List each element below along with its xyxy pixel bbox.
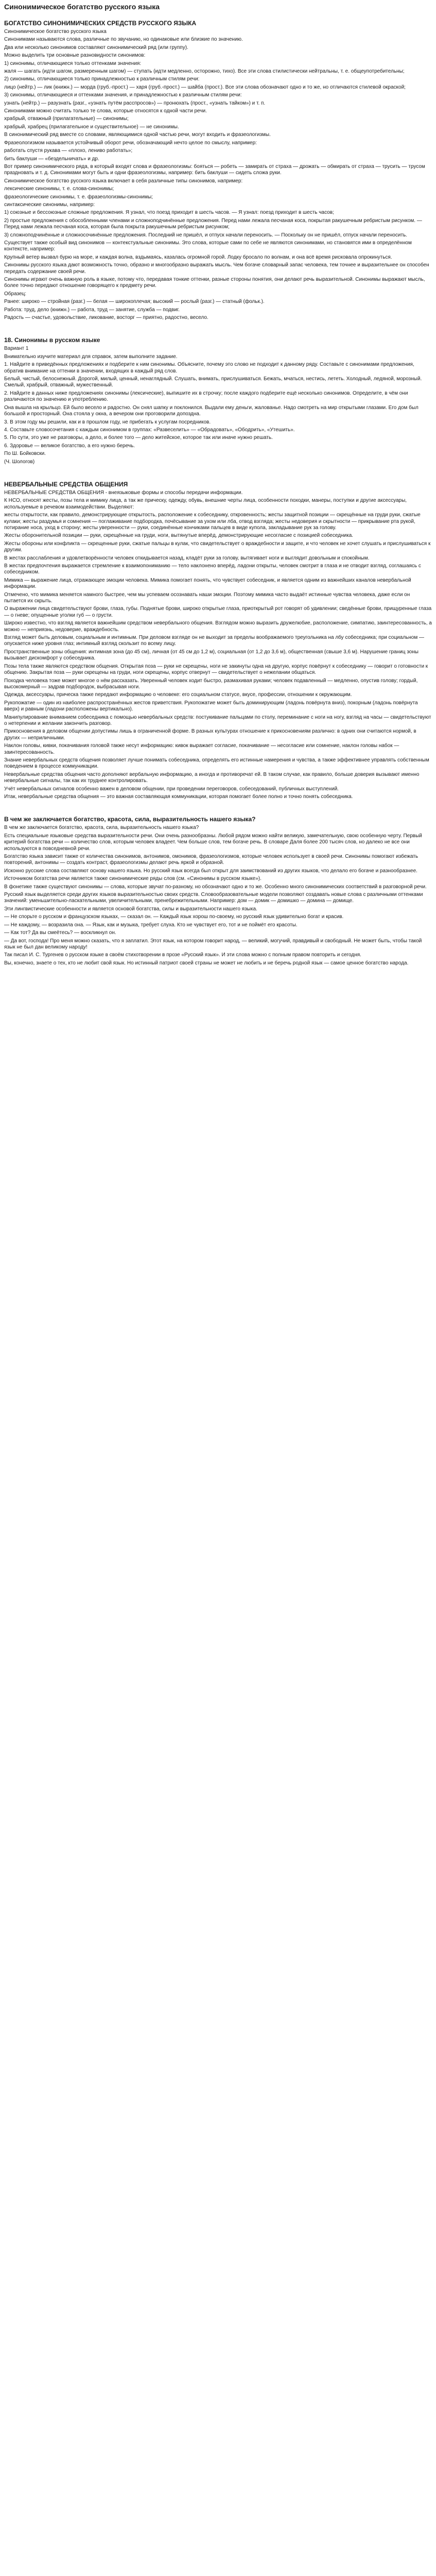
paragraph: 1) союзные и бессоюзные сложные предложения. Я узнал, что поезд приходит в шесть часов. — Я узнал: поезд приходит в шесть часов; bbox=[4, 210, 334, 216]
section-synonyms-exercise bbox=[4, 336, 432, 465]
paragraph: — Как тот? Да вы смеётесь? — воскликнул он. bbox=[4, 930, 116, 936]
paragraph: Наклон головы, кивки, покачивания головой также несут информацию: кивок выражает согласие, покачивание — несогласие или сомнение, наклон головы набок — заинтересованность. bbox=[4, 743, 399, 755]
section-body bbox=[4, 490, 432, 800]
paragraph: Рукопожатие — один из наиболее распространённых жестов приветствия. Рукопожатие может быть доминирующим (ладонь повёрнута вниз), покорным (ладонь повёрнута вверх) и равным (ладони расположены вертикально). bbox=[4, 700, 418, 713]
paragraph: Крупный ветер вызвал бурю на море, и каждая волна, вздымаясь, казалась огромной горой. Лодку бросало по волнам, и она всё время рисковала опрокинуться. bbox=[4, 254, 392, 260]
paragraph: Она вышла на крыльцо. Ей было весело и радостно. Он снял шапку и поклонился. Выдали ему деньги, жалованье. Надо смотреть на мир открытыми глазами. Его дом был большой и просторный. Она стояла у окна, а вечером они проговорили допоздна. bbox=[4, 404, 418, 417]
paragraph: — Не каждому, — возразила она. — Язык, как и музыка, требует слуха. Кто не чувствует его, тот и не поймёт его красоты. bbox=[4, 922, 298, 928]
paragraph: бить баклуши — «бездельничать» и др. bbox=[4, 156, 99, 162]
paragraph: Два или несколько синонимов составляют синонимический ряд (или группу). bbox=[4, 44, 188, 50]
paragraph: Существует также особый вид синонимов — контекстуальные синонимы. Это слова, которые сами по себе не являются синонимами, но становятся ими в определённом контексте, например: bbox=[4, 240, 412, 252]
paragraph: — Не спорьте о русском и французском языках, — сказал он. — Каждый язык хорош по-своему, но русский язык удивительно богат и красив. bbox=[4, 914, 344, 920]
paragraph: 3. В этом году мы решили, как и в прошлом году, не прибегать к услугам посредников. bbox=[4, 419, 211, 425]
document-title: Синонимическое богатство русского языка bbox=[4, 3, 160, 11]
section-heading: В чем же заключается богатство, красота, сила, выразительность нашего языка? bbox=[4, 816, 256, 823]
paragraph: К НСО, относят жесты, позы тела и мимику лица, а так же прическу, одежду, обувь, внешние черты лица, особенности походки, манеры, поступки и другие аксессуары, используемые в речевом взаимодействии. Выделяют: bbox=[4, 498, 407, 510]
paragraph: лексические синонимы, т. е. слова-синонимы; bbox=[4, 186, 114, 192]
paragraph: Синонимическое богатство русского языка bbox=[4, 29, 107, 35]
paragraph: В жестах предпочтения выражается стремление к взаимопониманию — тело наклонено вперёд, ладони открыты, человек смотрит в глаза и не отводит взгляд, соглашаясь с собеседником. bbox=[4, 563, 421, 575]
paragraph: 2) простые предложения с обособленными членами и сложноподчинённые предложения. Перед нами лежала песчаная коса, покрытая ракушечным ребристым рисунком. — Перед нами лежала песчаная коса, которая была покрыта ракушечным ребристым рисунком; bbox=[4, 217, 422, 230]
paragraph: Походка человека тоже может многое о нём рассказать. Уверенный человек ходит быстро, размахивая руками; человек подавленный — медленно, опустив голову; гордый, высокомерный — задрав подбородок, выбрасывая ноги. bbox=[4, 677, 418, 690]
paragraph: храбрый, храбрец (прилагательное и существительное) — не синонимы. bbox=[4, 124, 179, 130]
section-gap bbox=[4, 323, 432, 328]
paragraph: Манипулирование вниманием собеседника с помощью невербальных средств: постукивание пальцами по столу, переминание с ноги на ногу, взгляд на часы — свидетельствуют о нетерпении и желании закончить разговор. bbox=[4, 714, 431, 726]
paragraph: Можно выделить три основные разновидности синонимов: bbox=[4, 53, 146, 59]
paragraph: Источником богатства речи является также синонимические ряды слов (см. «Синонимы в русском языке»). bbox=[4, 876, 261, 882]
paragraph: Одежда, аксессуары, прическа также передают информацию о человеке: его социальном статусе, вкусе, профессии, отношении к окружающим. bbox=[4, 692, 352, 698]
paragraph: 5. По сути, это уже не разговоры, а дело, и более того — дело житейское, которое так или иначе нужно решать. bbox=[4, 435, 273, 441]
paragraph: Так писал И. С. Тургенев о русском языке в своём стихотворении в прозе «Русский язык». И эти слова можно с полным правом повторить и сегодня. bbox=[4, 952, 361, 958]
paragraph: Радость — счастье, удовольствие, ликование, восторг — приятно, радостно, весело. bbox=[4, 315, 208, 321]
paragraph: Вы, конечно, знаете о тех, кто не любит свой язык. Но истинный патриот своей страны не может не любить и не беречь родной язык — самое ценное богатство народа. bbox=[4, 960, 409, 966]
section-language-expressiveness bbox=[4, 816, 432, 967]
paragraph: Прикосновения в деловом общении допустимы лишь в ограниченной форме. В разных культурах отношение к прикосновениям различно: в одних они считаются нормой, в других — неприличными. bbox=[4, 728, 416, 741]
paragraph: Широко известно, что взгляд является важнейшим средством невербального общения. Взглядом можно выразить дружелюбие, расположение, симпатию, заинтересованность, а можно — неприязнь, недоверие, враждебность. bbox=[4, 620, 432, 633]
paragraph: Эти лингвистические особенности и является основой богатства, силы и выразительности нашего языка. bbox=[4, 906, 257, 912]
paragraph: 3) синонимы, отличающиеся и оттенками значения, и принадлежностью к различным стилям речи: bbox=[4, 92, 242, 98]
paragraph: Исконно русские слова составляют основу нашего языка. Но русский язык всегда был открыт для заимствований из других языков, что делало его богаче и разнообразнее. bbox=[4, 868, 417, 874]
paragraph: В чем же заключается богатство, красота, сила, выразительность нашего языка? bbox=[4, 825, 199, 831]
paragraph: Позы тела также являются средством общения. Открытая поза — руки не скрещены, ноги не закинуты одна на другую, корпус повёрнут к собеседнику — говорит о готовности к общению. Закрытая поза — руки скрещены на груди, ноги скрещены, корпус отвернут — свидетельствует о нежелании общаться. bbox=[4, 663, 428, 676]
paragraph: В синонимический ряд вместе со словами, являющимися одной частью речи, могут входить и фразеологизмы. bbox=[4, 132, 271, 138]
paragraph: Итак, невербальные средства общения — это важная составляющая коммуникации, которая помогает более полно и точно понять собеседника. bbox=[4, 794, 353, 800]
paragraph: Синонимами называются слова, различные по звучанию, но одинаковые или близкие по значению. bbox=[4, 37, 243, 43]
paragraph: Мимика — выражение лица, отражающее эмоции человека. Мимика помогает понять, что чувствует собеседник, и является одним из важнейших каналов невербальной информации. bbox=[4, 577, 411, 590]
paragraph: Учёт невербальных сигналов особенно важен в деловом общении, при проведении переговоров, собеседований, публичных выступлений. bbox=[4, 786, 339, 792]
paragraph: 1) синонимы, отличающиеся только оттенками значения: bbox=[4, 60, 142, 66]
paragraph: Взгляд может быть деловым, социальным и интимным. При деловом взгляде он не выходит за пределы воображаемого треугольника на лбу собеседника; при социальном — опускается ниже уровня глаз; интимный взгляд скользит по всему лицу. bbox=[4, 635, 424, 647]
paragraph: Ранее: широко — стройная (разг.) — белая — широкоплечая; высокий — рослый (разг.) — статный (фольк.). bbox=[4, 299, 265, 305]
paragraph: О выражении лица свидетельствуют брови, глаза, губы. Поднятые брови, широко открытые глаза, приоткрытый рот говорят об удивлении; сведённые брови, прищуренные глаза — о гневе; опущенные уголки губ — о грусти. bbox=[4, 606, 432, 618]
paragraph: узнать (нейтр.) — разузнать (разг., «узнать путём расспросов») — пронюхать (прост., «узнать тайком») и т. п. bbox=[4, 100, 266, 106]
paragraph: Работа: труд, дело (книжн.) — работа, труд — занятие, служба — подвиг. bbox=[4, 307, 180, 313]
section-gap bbox=[4, 802, 432, 807]
paragraph: 4. Составьте словосочетания с каждым синонимом в группах: «Развеселить» — «Обрадовать», «Ободрить», «Утешить». bbox=[4, 427, 295, 433]
paragraph: 2) синонимы, отличающиеся только принадлежностью к различным стилям речи: bbox=[4, 76, 200, 82]
paragraph: НЕВЕРБАЛЬНЫЕ СРЕДСТВА ОБЩЕНИЯ - внеязыковые формы и способы передачи информации. bbox=[4, 489, 243, 496]
paragraph: Синонимами можно считать только те слова, которые относятся к одной части речи. bbox=[4, 108, 207, 114]
section-heading: 18. Синонимы в русском языке bbox=[4, 336, 100, 344]
paragraph: В фонетике также существуют синонимы — слова, которые звучат по-разному, но обозначают одно и то же. Особенно много синонимических соответствий в разговорной речи. bbox=[4, 884, 427, 890]
paragraph: синтаксические синонимы, например: bbox=[4, 201, 95, 208]
paragraph: работать спустя рукава — «плохо, лениво работать»; bbox=[4, 148, 133, 154]
section-body bbox=[4, 346, 432, 465]
paragraph: По Ш. Бойковски. bbox=[4, 451, 46, 457]
section-body bbox=[4, 29, 432, 321]
section-nonverbal-communication bbox=[4, 481, 432, 800]
paragraph: Вот пример синонимического ряда, в который входят слова и фразеологизмы: бояться — робеть — замирать от страха — дрожать — обмирать от страха — трусить — трусом праздновать и т. д. Синонимами могут быть и одни фразеологизмы, например: бить баклуши — сидеть сложа руки. bbox=[4, 163, 425, 176]
paragraph: жаля — шагать (идти шагом, размеренным шагом) — ступать (идти медленно, осторожно, тихо). Все эти слова стилистически нейтральны, т. е. общеупотребительны; bbox=[4, 69, 405, 75]
paragraph: Есть специальные языковые средства выразительности речи. Они очень разнообразны. Любой рядом можно найти великую, замечательную, свою особенную черту. Первый критерий богатства речи — количество слов, которым человек владеет. Чем больше слов, тем богаче речь. В словаре Даля более 200 тысяч слов, но далеко не все они используются в повседневной речи. bbox=[4, 833, 422, 852]
paragraph: Вариант 1 bbox=[4, 346, 29, 352]
paragraph: Белый, чистый, белоснежный. Дорогой, милый, ценный, ненаглядный. Слушать, внимать, прислушиваться. Бежать, мчаться, нестись, лететь. Холодный, ледяной, морозный. Смелый, храбрый, отважный, мужественный. bbox=[4, 376, 422, 388]
paragraph: Невербальные средства общения часто дополняют вербальную информацию, а иногда и противоречат ей. В таком случае, как правило, больше доверия вызывают именно невербальные сигналы, так как их труднее контролировать. bbox=[4, 771, 420, 784]
paragraph: Внимательно изучите материал для справок, затем выполните задание. bbox=[4, 353, 178, 360]
paragraph: храбрый, отважный (прилагательные) — синонимы; bbox=[4, 116, 129, 122]
paragraph: Знание невербальных средств общения позволяет лучше понимать собеседника, определять его истинные намерения и чувства, а также эффективнее управлять собственным поведением в процессе коммуникации. bbox=[4, 757, 429, 770]
paragraph: 1. Найдите в приведённых предложениях и подберите к ним синонимы. Объясните, почему это слово не подходит к данному ряду. Составьте с синонимами предложения, обратив внимание на оттенки в значении, входящих в каждый ряд слов. bbox=[4, 362, 414, 374]
paragraph: Жесты оборонительной позиции — руки, скрещённые на груди, ноги, вытянутые вперёд, демонстрирующие несогласие с позицией собеседника. bbox=[4, 533, 354, 539]
paragraph: Отмечено, что мимика меняется намного быстрее, чем мы успеваем осознавать наши эмоции. Поэтому мимика часто выдаёт истинные чувства человека, даже если он пытается их скрыть. bbox=[4, 591, 410, 604]
paragraph: 6. Здоровье — великое богатство, а его нужно беречь. bbox=[4, 443, 135, 449]
paragraph: В жестах расслабления и удовлетворённости человек откидывается назад, кладёт руки за голову, вытягивает ноги и выглядит довольным и спокойным. bbox=[4, 555, 370, 561]
section-heading: НЕВЕРБАЛЬНЫЕ СРЕДСТВА ОБЩЕНИЯ bbox=[4, 480, 128, 488]
paragraph: — Да вот, господа! Про меня можно сказать, что я заплатил. Этот язык, на котором говорит народ, — великий, могучий, правдивый и свободный. Не может быть, чтобы такой язык не был дан великому народу! bbox=[4, 938, 422, 950]
paragraph: Синонимическое богатство русского языка включает в себя различные типы синонимов, например: bbox=[4, 178, 243, 184]
section-synonyms-richness bbox=[4, 20, 432, 321]
paragraph: лицо (нейтр.) — лик (книжн.) — морда (груб.-прост.) — харя (груб.-прост.) — шайба (прост.). Все эти слова обозначают одно и то же, но отличаются стилевой окраской; bbox=[4, 84, 406, 90]
paragraph: Фразеологизмом называется устойчивый оборот речи, обозначающий нечто целое по смыслу, например: bbox=[4, 140, 257, 146]
paragraph: Образец: bbox=[4, 291, 27, 297]
paragraph: Богатство языка зависит также от количества синонимов, антонимов, омонимов, фразеологизмов, которые человек использует в своей речи. Синонимы помогают избежать повторений, антонимы — создать контраст, фразеологизмы делают речь яркой и образной. bbox=[4, 854, 418, 866]
paragraph: Русский язык выделяется среди других языков выразительностью своих средств. Словообразовательные модели позволяют создавать новые слова с различными оттенками значений: уменьшительно-ласкательными, увеличительными, пренебрежительными. Например: дом — домик — домишко — домина — домище. bbox=[4, 892, 423, 904]
paragraph: Синонимы играют очень важную роль в языке, потому что, передавая тонкие оттенки, разные стороны понятия, они делают речь выразительной. Синонимы выражают мысль, более точно передают отношение говорящего к предмету речи. bbox=[4, 277, 425, 289]
paragraph: Жесты обороны или конфликта — скрещенные руки, сжатые пальцы в кулак, что свидетельствует о враждебности и защите, и что человек не хочет слушать и прислушиваться к другим. bbox=[4, 540, 431, 553]
section-body bbox=[4, 825, 432, 967]
section-heading: БОГАТСТВО СИНОНИМИЧЕСКИХ СРЕДСТВ РУССКОГО ЯЗЫКА bbox=[4, 20, 197, 27]
paragraph: фразеологические синонимы, т. е. фразеологизмы-синонимы; bbox=[4, 194, 153, 200]
paragraph: (Ч. Шологов) bbox=[4, 459, 35, 465]
paragraph: 3) сложноподчинённые и сложносочинённые предложения. Последний не пришёл, и отпуск начали переносить. — Поскольку он не пришёл, отпуск начали переносить. bbox=[4, 232, 408, 238]
paragraph: Пространственные зоны общения: интимная зона (до 45 см), личная (от 45 см до 1,2 м), социальная (от 1,2 до 3,6 м), общественная (свыше 3,6 м). Нарушение границ зоны вызывает дискомфорт у собеседника. bbox=[4, 649, 418, 662]
section-gap bbox=[4, 467, 432, 472]
paragraph: жесты открытости, как правило, демонстрирующие открытость, расположение к собеседнику, откровенность; жесты защитной позиции — скрещённые на груди руки, сжатые кулаки; жесты раздумья и сомнения — поглаживание подбородка, почёсывание за ухом или лба, отвод взгляда; жесты недоверия и скрытности — прикрывание рта рукой, потирание носа, уход в сторону; жесты уверенности — руки, соединённые кончиками пальцев в виде купола, закладывание рук за голову. bbox=[4, 512, 421, 531]
paragraph: 2. Найдите в данных ниже предложениях синонимы (лексические), выпишите их в строчку; после каждого подберите ещё несколько синонимов. Определите, в чём они различаются по значению и употреблению. bbox=[4, 390, 408, 403]
paragraph: Синонимы русского языка дают возможность точно, образно и многообразно выражать мысль. Чем богаче словарный запас человека, тем точнее и выразительнее он способен передать содержание своей речи. bbox=[4, 262, 429, 275]
